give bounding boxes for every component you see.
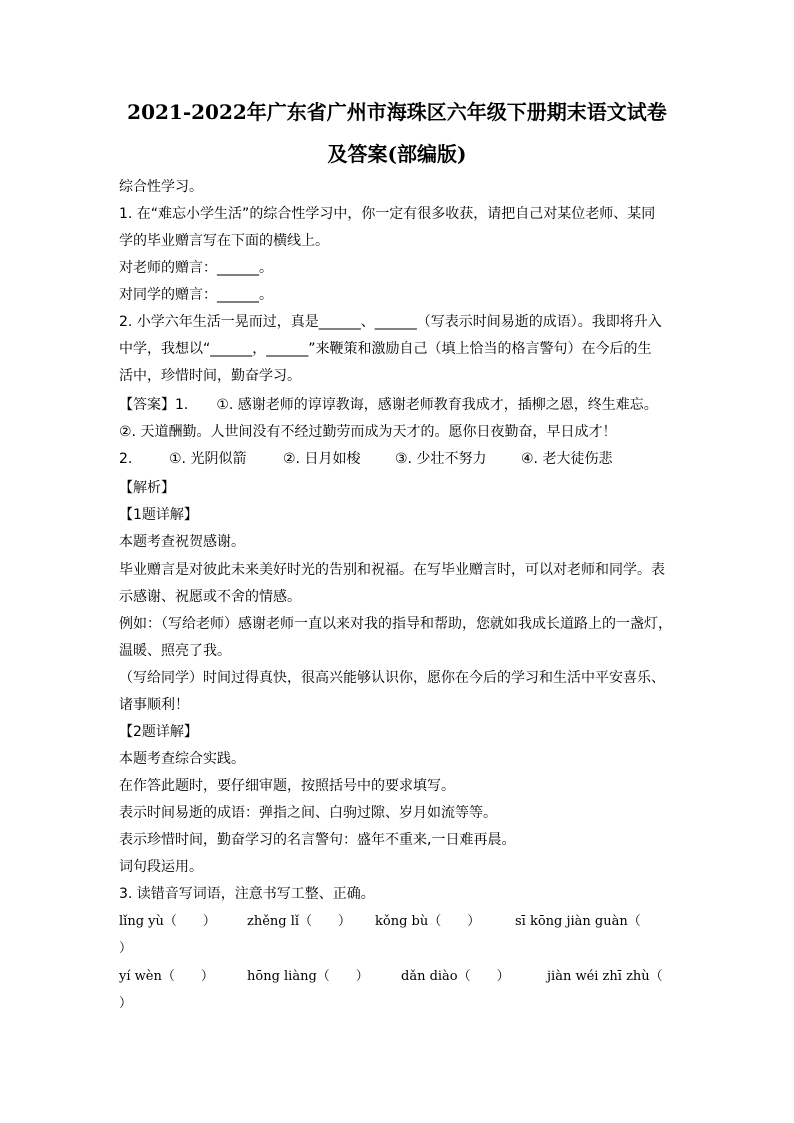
text-line: 温暖、照亮了我。	[119, 643, 231, 659]
text-line: 2. 小学六年生活一晃而过，真是______、______（写表示时间易逝的成语）。我即将升入	[119, 314, 662, 330]
text-line: 1. 在“难忘小学生活”的综合性学习中，你一定有很多收获，请把自己对某位老师、某同	[119, 206, 656, 222]
answer-2-line	[119, 449, 679, 469]
pinyin-item: lǐng yù（ ）	[119, 914, 216, 929]
question-3-prompt: 3. 读错音写词语，注意书写工整、正确。	[119, 886, 375, 902]
pinyin-item: sī kōng jiàn guàn（	[515, 914, 641, 929]
answer-2-item: ②. 日月如梭	[283, 451, 361, 467]
pinyin-item: hōng liàng（ ）	[247, 969, 369, 984]
text-line: 学的毕业赠言写在下面的横线上。	[119, 233, 329, 249]
pinyin-item: zhěng lǐ（ ）	[247, 914, 352, 929]
pinyin-row-continuation: ）	[119, 996, 133, 1011]
text-line: 示感谢、祝愿或不舍的情感。	[119, 589, 301, 605]
text-line: 本题考查综合实践。	[119, 751, 245, 767]
section-heading: 【2题详解】	[119, 724, 198, 740]
section-heading: 【解析】	[119, 480, 175, 496]
answer-line: ②. 天道酬勤。人世间没有不经过勤劳而成为天才的。愿你日夜勤奋，早日成才！	[119, 424, 617, 440]
answer-2-item: ①. 光阴似箭	[169, 451, 247, 467]
text-line: 本题考查祝贺感谢。	[119, 534, 245, 550]
pinyin-row	[119, 912, 641, 932]
answer-line: 【答案】1. ①. 感谢老师的谆谆教诲，感谢老师教育我成才，插柳之恩，终生难忘。	[119, 397, 658, 413]
document-title-line2: 及答案(部编版)	[327, 142, 467, 166]
answer-2-item: ④. 老大徒伤悲	[521, 451, 613, 467]
text-line: 例如：（写给老师）感谢老师一直以来对我的指导和帮助，您就如我成长道路上的一盏灯，	[119, 616, 672, 632]
text-line: 表示珍惜时间，勤奋学习的名言警句：盛年不重来,一日难再晨。	[119, 832, 516, 848]
text-line: 对同学的赠言：______。	[119, 287, 273, 303]
pinyin-item: jiàn wéi zhī zhù（	[547, 969, 663, 984]
section-heading: 【1题详解】	[119, 507, 198, 523]
text-line: 对老师的赠言：______。	[119, 260, 273, 276]
text-line: 毕业赠言是对彼此未来美好时光的告别和祝福。在写毕业赠言时，可以对老师和同学。表	[119, 562, 665, 578]
pinyin-row-continuation: ）	[119, 941, 133, 956]
pinyin-item: dǎn diào（ ）	[401, 969, 510, 984]
text-line: 活中，珍惜时间，勤奋学习。	[119, 368, 301, 384]
text-line: 在作答此题时，要仔细审题，按照括号中的要求填写。	[119, 778, 455, 794]
pinyin-row	[119, 967, 663, 987]
text-line: 词句段运用。	[119, 859, 203, 875]
text-line: 综合性学习。	[119, 179, 203, 195]
pinyin-item: yí wèn（ ）	[119, 969, 214, 984]
text-line: 诸事顺利！	[119, 697, 189, 713]
pinyin-item: kǒng bù（ ）	[375, 914, 481, 929]
text-line: 中学，我想以“______，______”来鞭策和激励自己（填上恰当的格言警句）在今后的生	[119, 341, 652, 357]
answer-2-item: ③. 少壮不努力	[395, 451, 487, 467]
text-line: （写给同学）时间过得真快，很高兴能够认识你，愿你在今后的学习和生活中平安喜乐、	[119, 670, 665, 686]
answer-2-number: 2.	[119, 451, 133, 467]
text-line: 表示时间易逝的成语：弹指之间、白驹过隙、岁月如流等等。	[119, 805, 497, 821]
document-title-line1: 2021-2022年广东省广州市海珠区六年级下册期末语文试卷	[127, 100, 667, 124]
